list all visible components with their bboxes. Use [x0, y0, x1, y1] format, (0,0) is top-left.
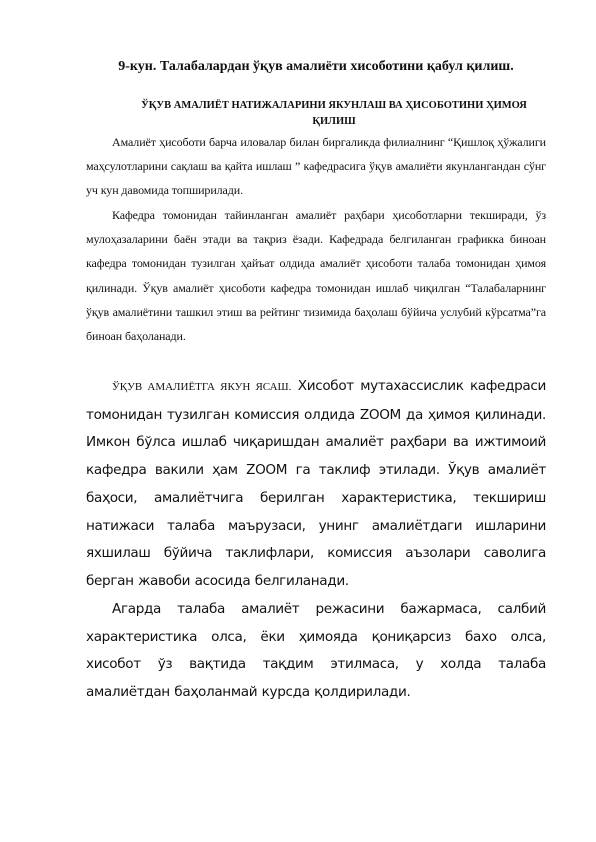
paragraph-failure-conditions: Агарда талаба амалиёт режасини бажармаса, салбий характеристика олса, ёки ҳимояда қониқарсиз бахо олса, хисобот ўз вақтида тақдим этилмаса, у холда талаба амалиётдан баҳоланмай курсда қолдирилади.: [86, 601, 546, 701]
paragraph-report-review: Кафедра томонидан тайинланган амалиёт раҳбари ҳисоботларни текширади, ўз мулоҳазаларини баён этади ва тақриз ёзади. Кафедрада белгиланган графикка биноан кафедра томонидан тузилган ҳайъат олдида амалиёт ҳисоботи талаба томонидан ҳимоя қилинади. Ўқув амалиёт ҳисоботи кафедра томонидан ишлаб чиқилган “Талабаларнинг ўқув амалиётини ташкил этиш ва рейтинг тизимида баҳолаш бўйича услубий кўрсатма”га биноан баҳоланади.: [86, 208, 546, 344]
paragraph-lead-caps: ЎҚУВ АМАЛИЁТГА ЯКУН ЯСАШ.: [112, 381, 292, 393]
paragraph-body-text: Хисобот мутахассислик кафедраси томонидан тузилган комиссия олдида ZOOM да ҳимоя қилинади. Имкон бўлса ишлаб чиқаришдан амалиёт раҳбари ва ижтимоий кафедра вакили ҳам ZOOM га таклиф этилади. Ўқув амалиёт баҳоси, амалиётчига берилган характеристика, текшириш натижаси талаба маърузаси, унинг амалиётдаги ишларини яхшилаш бўйича таклифлари, комиссия аъзолари саволига берган жавоби асосида белгиланади.: [86, 378, 546, 589]
page-title: 9-кун. Талабалардан ўқув амалиёти хисоботини қабул қилиш.: [118, 59, 514, 74]
section-heading: ЎҚУВ АМАЛИЁТ НАТИЖАЛАРИНИ ЯКУНЛАШ ВА ҲИСОБОТИНИ ҲИМОЯ ҚИЛИШ: [141, 100, 527, 127]
paragraph-practice-completion: [86, 373, 546, 596]
paragraph-report-submission: Амалиёт ҳисоботи барча иловалар билан биргаликда филиалнинг “Қишлоқ ҳўжалиги маҳсулотларини сақлаш ва қайта ишлаш ” кафедрасига ўқув амалиёти якунлангандан сўнг уч кун давомида топширилади.: [86, 135, 546, 198]
